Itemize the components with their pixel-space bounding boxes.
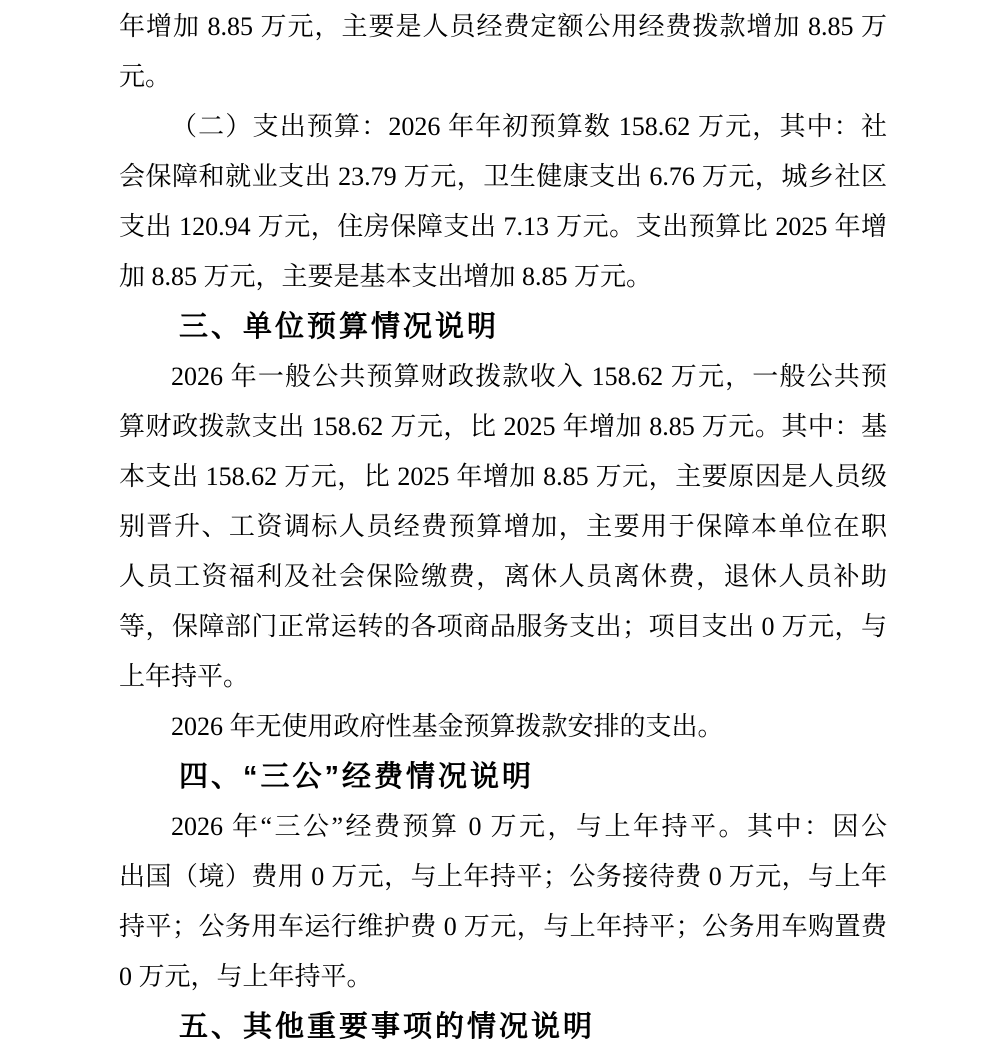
text-line: 元。 bbox=[119, 62, 172, 91]
text-line: 出国（境）费用 0 万元，与上年持平；公务接待费 0 万元，与上年 bbox=[119, 862, 887, 891]
text-line: 上年持平。 bbox=[119, 662, 250, 691]
text-line: 人员工资福利及社会保险缴费，离休人员离休费，退休人员补助 bbox=[119, 562, 887, 591]
text-line: 本支出 158.62 万元，比 2025 年增加 8.85 万元，主要原因是人员级 bbox=[119, 462, 887, 491]
text-line: 支出 120.94 万元，住房保障支出 7.13 万元。支出预算比 2025 年增 bbox=[119, 212, 887, 241]
text-line: 2026 年“三公”经费预算 0 万元，与上年持平。其中：因公 bbox=[171, 812, 887, 841]
text-line: 持平；公务用车运行维护费 0 万元，与上年持平；公务用车购置费 bbox=[119, 912, 887, 941]
section-heading: 五、其他重要事项的情况说明 bbox=[179, 1011, 596, 1043]
text-line: （二）支出预算：2026 年年初预算数 158.62 万元，其中：社 bbox=[171, 112, 887, 141]
text-line: 别晋升、工资调标人员经费预算增加，主要用于保障本单位在职 bbox=[119, 512, 887, 541]
text-line: 加 8.85 万元，主要是基本支出增加 8.85 万元。 bbox=[119, 262, 653, 291]
text-line: 等，保障部门正常运转的各项商品服务支出；项目支出 0 万元，与 bbox=[119, 612, 887, 641]
document-body bbox=[119, 2, 887, 1052]
section-heading: 三、单位预算情况说明 bbox=[179, 311, 500, 343]
text-line: 2026 年无使用政府性基金预算拨款安排的支出。 bbox=[171, 712, 724, 741]
text-line: 2026 年一般公共预算财政拨款收入 158.62 万元，一般公共预 bbox=[171, 362, 887, 391]
text-line: 0 万元，与上年持平。 bbox=[119, 962, 373, 991]
text-line: 年增加 8.85 万元，主要是人员经费定额公用经费拨款增加 8.85 万 bbox=[119, 12, 887, 41]
text-line: 算财政拨款支出 158.62 万元，比 2025 年增加 8.85 万元。其中：基 bbox=[119, 412, 887, 441]
section-heading: 四、“三公”经费情况说明 bbox=[179, 761, 535, 793]
text-line: 会保障和就业支出 23.79 万元，卫生健康支出 6.76 万元，城乡社区 bbox=[119, 162, 887, 191]
